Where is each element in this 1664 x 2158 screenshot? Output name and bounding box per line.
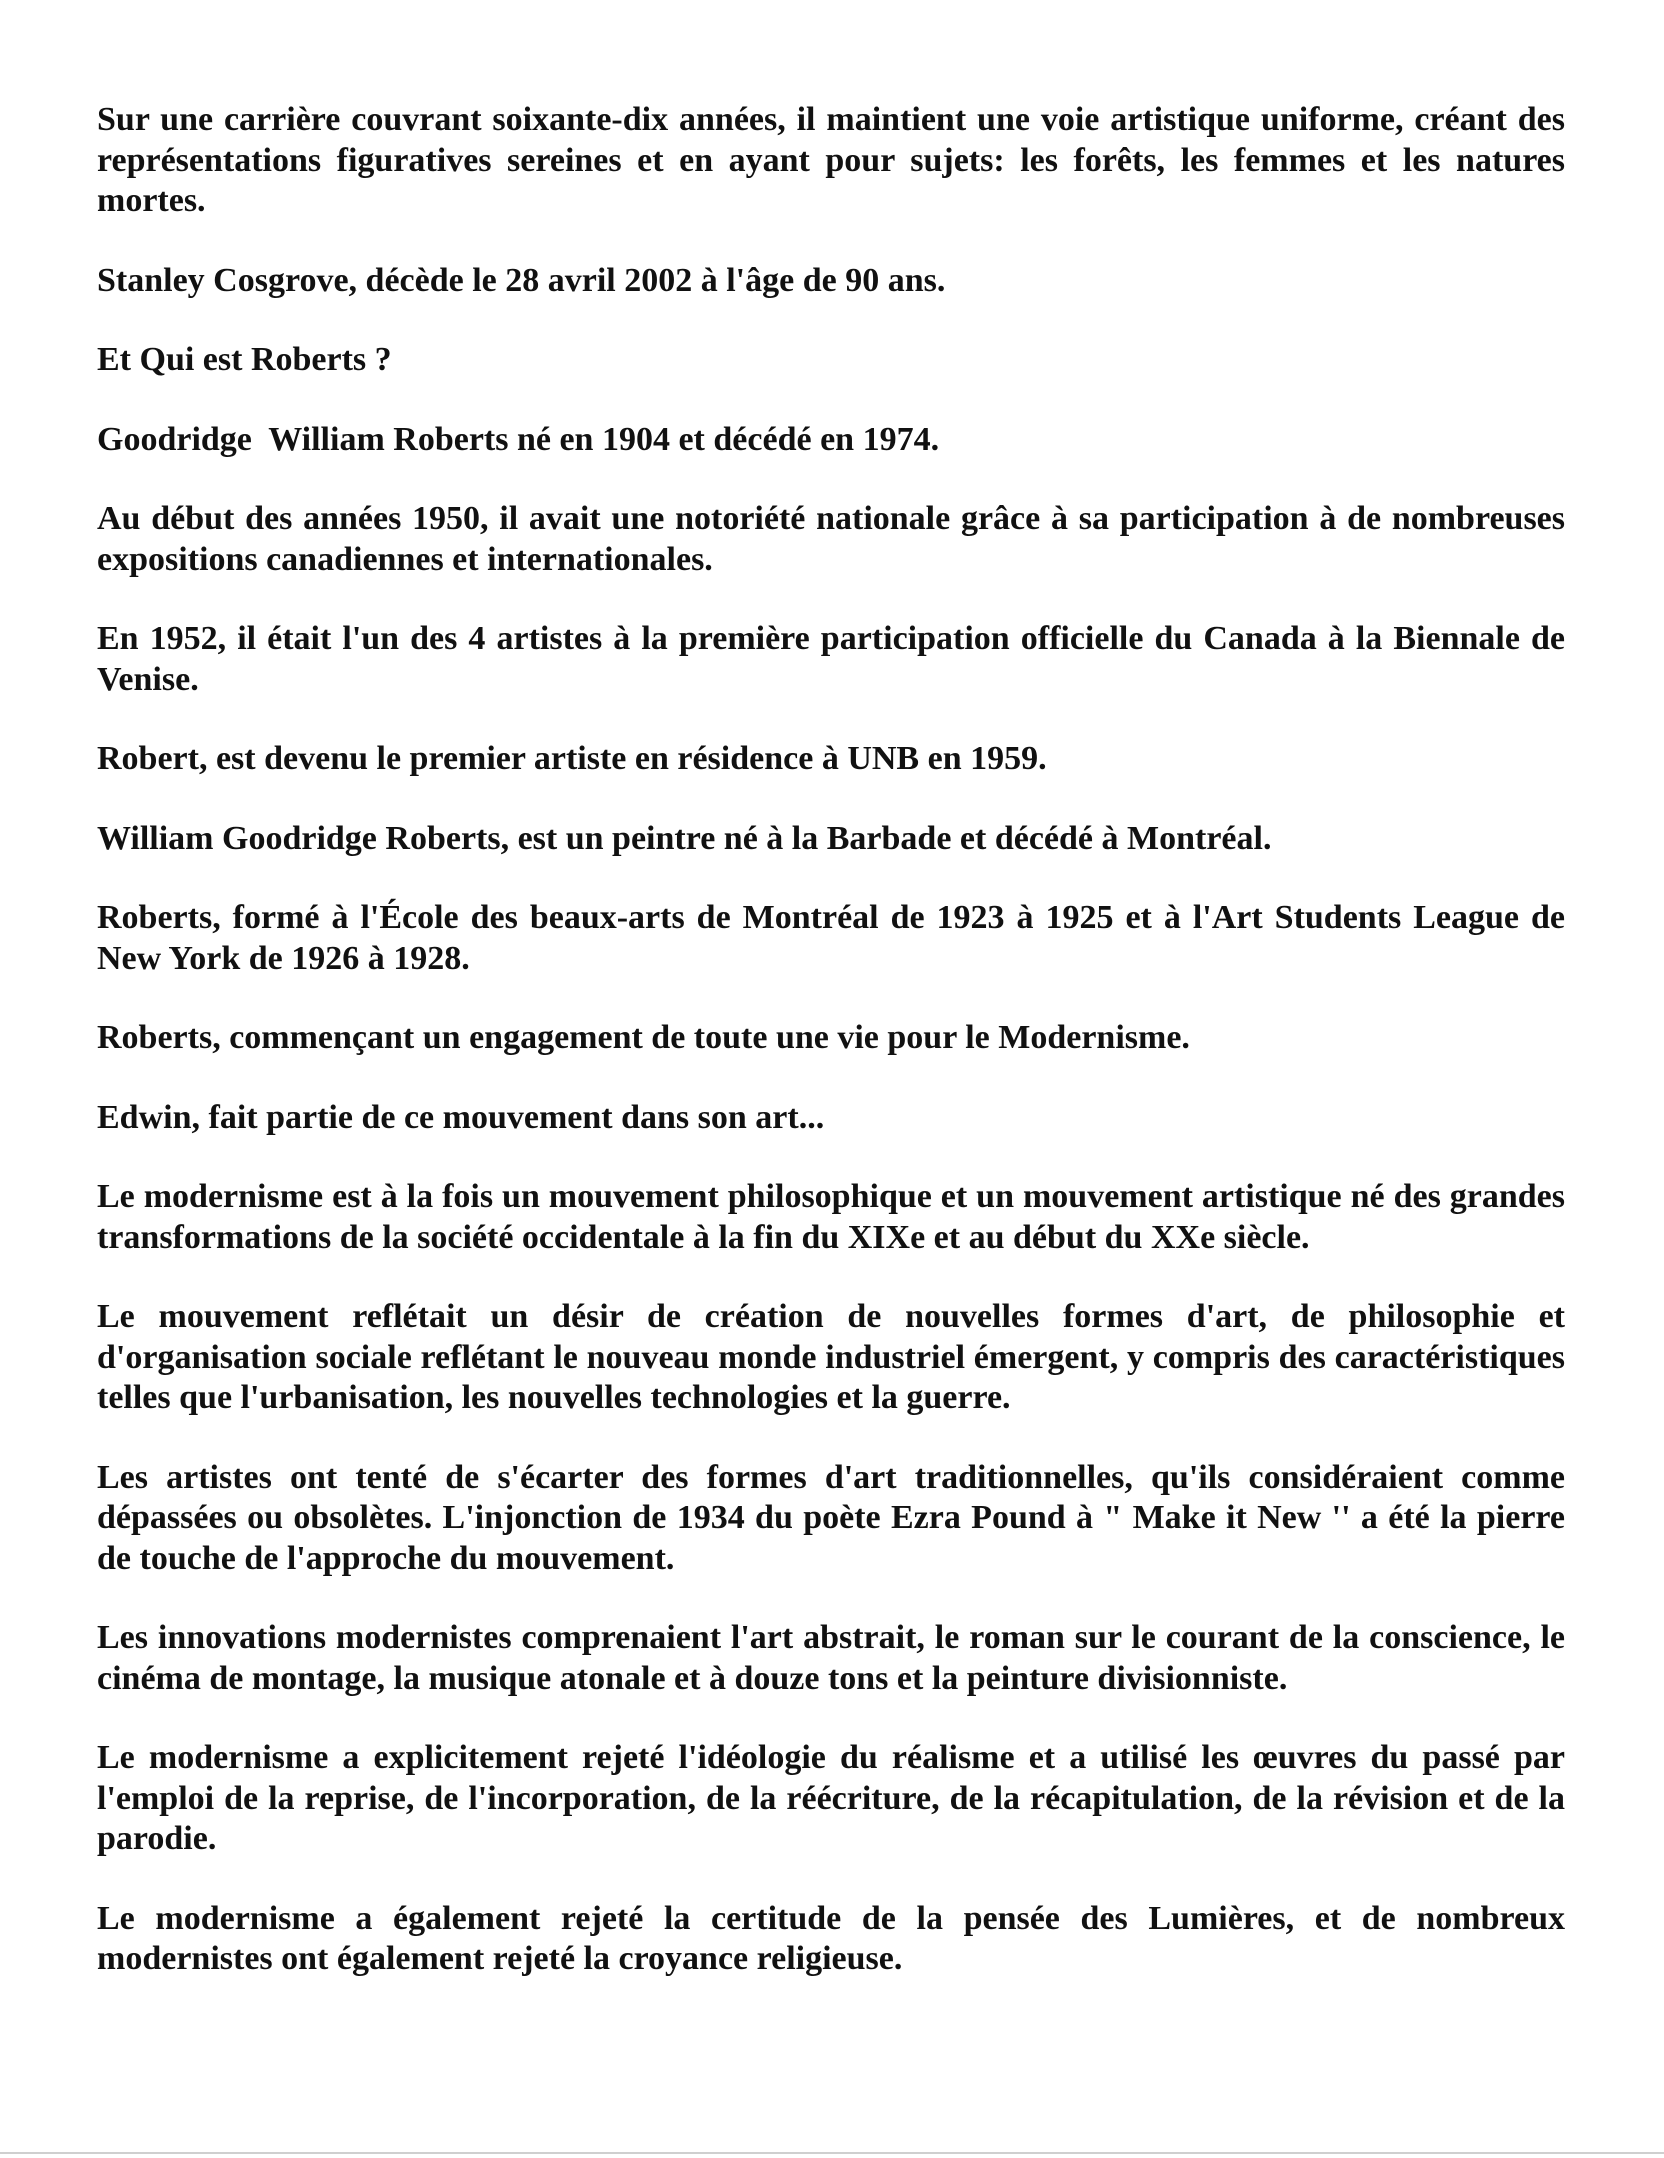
document-body <box>97 100 1565 2019</box>
paragraph-unb-residence: Robert, est devenu le premier artiste en résidence à UNB en 1959. <box>97 740 1047 777</box>
paragraph-artists-traditional: Les artistes ont tenté de s'écarter des formes d'art traditionnelles, qu'ils considéraient comme dépassées ou obsolètes. L'injonction de 1934 du poète Ezra Pound à " Make it New '' a été la pierre de touche de l'approche du mouvement. <box>97 1458 1565 1577</box>
paragraph-modernism-definition: Le modernisme est à la fois un mouvement philosophique et un mouvement artistique né des grandes transformations de la société occidentale à la fin du XIXe et au début du XXe siècle. <box>97 1178 1565 1256</box>
paragraph-realism-rejection: Le modernisme a explicitement rejeté l'idéologie du réalisme et a utilisé les œuvres du passé par l'emploi de la reprise, de l'incorporation, de la réécriture, de la récapitulation, de la révision et de la parodie. <box>97 1739 1565 1857</box>
paragraph-venice-biennale: En 1952, il était l'un des 4 artistes à la première participation officielle du Canada à la Biennale de Venise. <box>97 620 1565 698</box>
paragraph-innovations: Les innovations modernistes comprenaient l'art abstrait, le roman sur le courant de la conscience, le cinéma de montage, la musique atonale et à douze tons et la peinture divisionniste. <box>97 1619 1565 1697</box>
paragraph-birthplace: William Goodridge Roberts, est un peintre né à la Barbade et décédé à Montréal. <box>97 819 1272 857</box>
paragraph-career-summary: Sur une carrière couvrant soixante-dix années, il maintient une voie artistique uniforme, créant des représentations figuratives sereines et en ayant pour sujets: les forêts, les femmes et les natures mortes. <box>97 101 1565 219</box>
paragraph-movement-desire: Le mouvement reflétait un désir de création de nouvelles formes d'art, de philosophie et d'organisation sociale reflétant le nouveau monde industriel émergent, y compris des caractéristiques telles que l'urbanisation, les nouvelles technologies et la guerre. <box>97 1298 1565 1416</box>
paragraph-question-roberts: Et Qui est Roberts ? <box>97 341 392 378</box>
paragraph-enlightenment-rejection: Le modernisme a également rejeté la certitude de la pensée des Lumières, et de nombreux modernistes ont également rejeté la croyance religieuse. <box>97 1899 1565 1977</box>
paragraph-edwin-movement: Edwin, fait partie de ce mouvement dans son art... <box>97 1098 825 1136</box>
paragraph-education: Roberts, formé à l'École des beaux-arts de Montréal de 1923 à 1925 et à l'Art Students League de New York de 1926 à 1928. <box>97 899 1565 977</box>
paragraph-national-notoriety: Au début des années 1950, il avait une notoriété nationale grâce à sa participation à de nombreuses expositions canadiennes et internationales. <box>97 500 1565 578</box>
paragraph-roberts-dates: Goodridge William Roberts né en 1904 et décédé en 1974. <box>97 420 940 458</box>
page-bottom-rule <box>0 2152 1664 2154</box>
paragraph-modernism-commitment: Roberts, commençant un engagement de toute une vie pour le Modernisme. <box>97 1019 1190 1056</box>
paragraph-cosgrove-death: Stanley Cosgrove, décède le 28 avril 2002 à l'âge de 90 ans. <box>97 261 946 299</box>
